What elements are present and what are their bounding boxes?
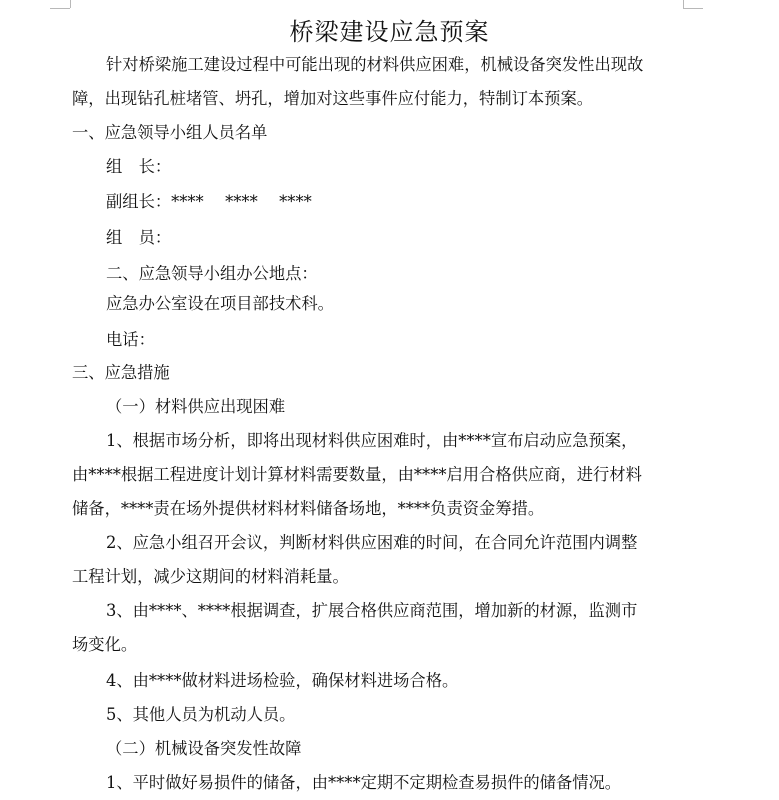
measure-item-1-line: 1、根据市场分析，即将出现材料供应困难时，由****宣布启动应急预案， [106,431,638,450]
section-heading-measures: 三、应急措施 [72,363,170,382]
crop-mark-top-left [70,0,71,8]
crop-mark-top-left [50,8,70,9]
measure-item-2-line: 工程计划，减少这期间的材料消耗量。 [72,567,349,586]
subsection-heading-materials: （一）材料供应出现困难 [106,397,286,416]
section-heading-office: 二、应急领导小组办公地点： [106,264,318,283]
phone-label: 电话： [106,330,155,349]
intro-paragraph-line: 针对桥梁施工建设过程中可能出现的材料供应困难，机械设备突发性出现故 [106,55,644,74]
measure-item-1-line: 储备，****责在场外提供材料材料储备场地，****负责资金筹措。 [72,499,545,518]
intro-paragraph-line: 障，出现钻孔桩堵管、坍孔，增加对这些事件应付能力，特制订本预案。 [72,89,594,108]
deputy-leader-label: 副组长：**** **** **** [106,192,312,211]
measure-item-4: 4、由****做材料进场检验，确保材料进场合格。 [106,671,459,690]
leader-label: 组 长： [106,157,172,176]
measure-item-5: 5、其他人员为机动人员。 [106,705,296,724]
office-location: 应急办公室设在项目部技术科。 [106,294,334,313]
measure-item-1-line: 由****根据工程进度计划计算材料需要数量，由****启用合格供应商，进行材料 [72,465,642,484]
section-heading-leadership: 一、应急领导小组人员名单 [72,123,268,142]
equipment-item-1: 1、平时做好易损件的储备，由****定期不定期检查易损件的储备情况。 [106,773,622,792]
crop-mark-top-right [683,8,703,9]
document-title: 桥梁建设应急预案 [289,18,490,46]
measure-item-2-line: 2、应急小组召开会议，判断材料供应困难的时间，在合同允许范围内调整 [106,533,638,552]
member-label: 组 员： [106,228,172,247]
measure-item-3-line: 场变化。 [72,635,138,654]
crop-mark-top-right [683,0,684,8]
measure-item-3-line: 3、由****、****根据调查，扩展合格供应商范围，增加新的材源，监测市 [106,601,638,620]
subsection-heading-equipment: （二）机械设备突发性故障 [106,739,302,758]
